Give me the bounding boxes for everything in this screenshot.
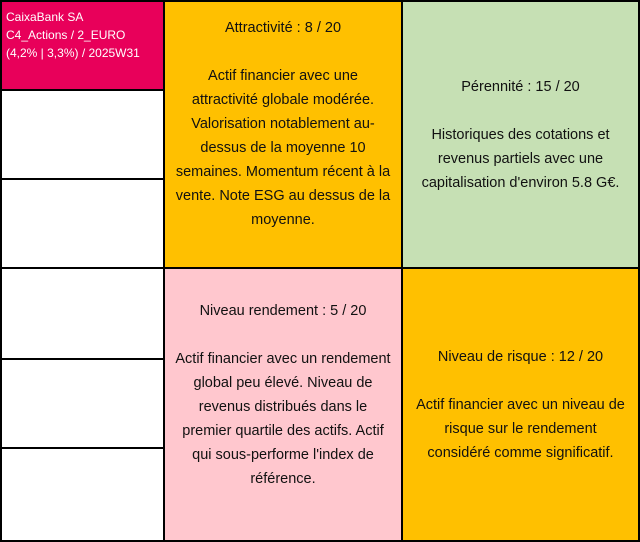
asset-yield-week: (4,2% | 3,3%) / 2025W31: [6, 46, 140, 60]
rendement-text: Actif financier avec un rendement global peu élevé. Niveau de revenus distribués dans le premier quartile des actifs. Actif qui sous-performe l'index de référence.: [175, 351, 391, 487]
perennite-panel: [401, 0, 640, 269]
rendement-panel: [163, 267, 403, 542]
risque-panel: [401, 267, 640, 542]
asset-header: [0, 0, 165, 91]
perennite-title: Pérennité : 15 / 20: [461, 78, 580, 95]
attractivite-panel: [163, 0, 403, 269]
risque-text: Actif financier avec un niveau de risque sur le rendement considéré comme significatif.: [416, 396, 625, 461]
empty-cell-4: [0, 358, 165, 449]
attractivite-title: Attractivité : 8 / 20: [224, 20, 342, 36]
risque-title: Niveau de risque : 12 / 20: [437, 348, 604, 365]
empty-cell-5: [0, 447, 165, 542]
rendement-title: Niveau rendement : 5 / 20: [199, 303, 367, 319]
perennite-text: Historiques des cotations et revenus partiels avec une capitalisation d'environ 5.8 G€.: [421, 126, 620, 191]
attractivite-text: Actif financier avec une attractivité globale modérée. Valorisation notablement au-dessus de la moyenne 10 semaines. Momentum récent à la vente. Note ESG au dessus de la moyenne.: [175, 68, 391, 228]
asset-category: C4_Actions / 2_EURO: [6, 28, 126, 42]
asset-name: CaixaBank SA: [6, 10, 84, 24]
empty-cell-3: [0, 267, 165, 360]
empty-cell-2: [0, 178, 165, 269]
empty-cell-1: [0, 89, 165, 180]
